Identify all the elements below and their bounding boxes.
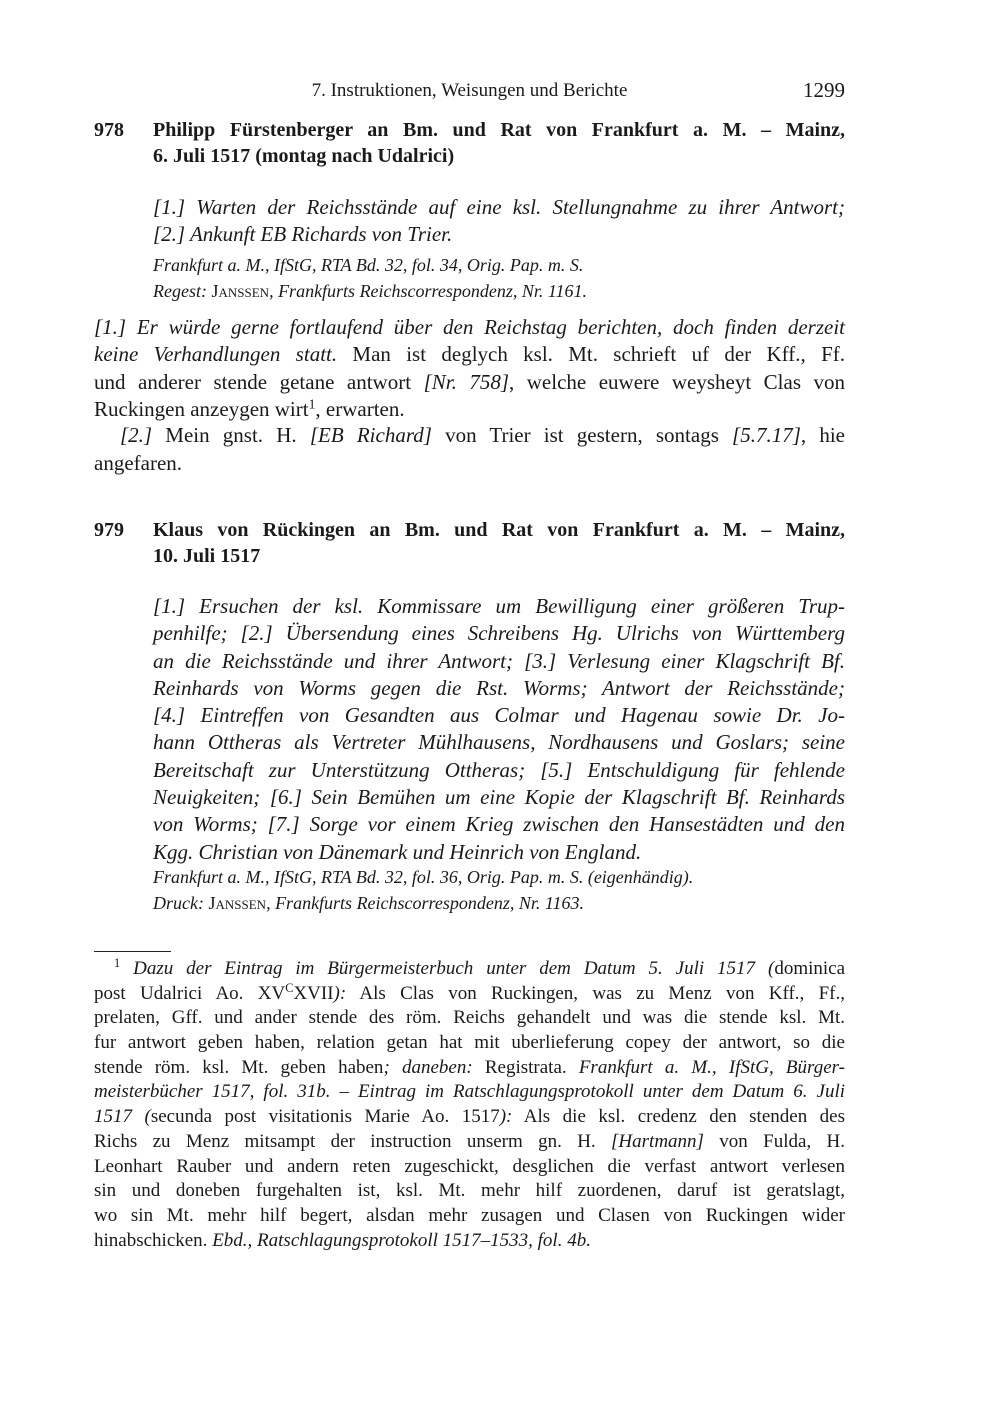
italic-text: [1.] Warten der Reichsstände auf eine ksl. Stellungnahme zu ihrer Antwort; bbox=[153, 195, 845, 219]
text-line bbox=[153, 729, 845, 756]
footnote-mark: 1 bbox=[308, 396, 316, 412]
italic-text: [1.] Ersuchen der ksl. Kommissare um Bewilligung einer größeren Trup- bbox=[153, 594, 845, 618]
text-line bbox=[94, 450, 845, 477]
text-segment bbox=[120, 958, 133, 979]
text-segment: fur antwort geben haben, relation getan hat mit uberlieferung copey der antwort, so die bbox=[94, 1032, 845, 1054]
italic-text: ; daneben: bbox=[383, 1056, 473, 1078]
text-segment: sin und doneben furgehalten ist, ksl. Mt. mehr hilf zuordenen, daruf ist geratslagt, bbox=[94, 1180, 845, 1202]
entry-979-source bbox=[153, 864, 845, 916]
text-line bbox=[153, 252, 845, 278]
text-segment: Man ist deglych ksl. Mt. schrieft uf der Kff., Ff. bbox=[337, 342, 845, 367]
text-segment: Mein gnst. H. bbox=[152, 423, 310, 448]
text-segment: post Udalrici Ao. XV bbox=[94, 982, 286, 1004]
italic-text: Ebd., Ratschlagungsprotokoll 1517–1533, fol. 4b. bbox=[212, 1229, 591, 1251]
italic-text: Dazu der Eintrag im Bürgermeisterbuch unter dem Datum 5. Juli 1517 ( bbox=[133, 958, 775, 979]
text-segment: Ruckingen anzeygen wirt bbox=[94, 396, 309, 421]
italic-text: Regest: bbox=[153, 281, 212, 301]
running-head bbox=[94, 80, 845, 106]
text-segment: Janssen bbox=[211, 281, 270, 301]
italic-text: Bereitschaft zur Unterstützung Ottheras; [5.] Entschuldigung für fehlende bbox=[153, 757, 845, 782]
text-segment: von Trier ist gestern, sontags bbox=[431, 423, 733, 448]
text-line bbox=[153, 278, 845, 304]
italic-text: Kgg. Christian von Dänemark und Heinrich von England. bbox=[153, 839, 642, 864]
text-line bbox=[153, 143, 845, 169]
italic-text: Neuigkeiten; [6.] Sein Bemühen um eine Kopie der Klagschrift Bf. Reinhards bbox=[153, 785, 845, 810]
text-line bbox=[153, 543, 845, 569]
italic-text: [EB Richard] bbox=[309, 423, 432, 448]
italic-text: meisterbücher 1517, fol. 31b. – Eintrag im Ratschlagungsprotokoll unter dem Datum 6. Juli bbox=[94, 1081, 845, 1103]
text-line bbox=[153, 620, 845, 647]
text-line bbox=[94, 314, 845, 341]
text-line bbox=[94, 1155, 845, 1180]
italic-text: Frankfurt a. M., IfStG, RTA Bd. 32, fol. 36, Orig. Pap. m. S. (eigenhändig). bbox=[153, 867, 694, 887]
text-line bbox=[153, 117, 845, 143]
text-segment: von Fulda, H. bbox=[703, 1130, 845, 1152]
italic-text: [Nr. 758] bbox=[423, 369, 510, 394]
footnote-1 bbox=[94, 957, 845, 1253]
text-line bbox=[94, 396, 845, 423]
text-segment: , hie bbox=[800, 423, 845, 448]
text-line bbox=[153, 194, 845, 221]
text-line bbox=[153, 811, 845, 838]
text-segment: Als Clas von Ruckingen, was zu Menz von Kff., Ff., bbox=[346, 982, 845, 1004]
page-number: 1299 bbox=[803, 78, 845, 102]
text-line bbox=[94, 341, 845, 368]
text-line bbox=[153, 517, 845, 543]
italic-text: [5.7.17] bbox=[732, 423, 801, 448]
italic-text: 1517 ( bbox=[94, 1106, 151, 1128]
text-line bbox=[94, 957, 845, 982]
entry-978-summary bbox=[153, 194, 845, 247]
text-line bbox=[153, 839, 845, 865]
text-line bbox=[153, 702, 845, 729]
text-line bbox=[94, 1031, 845, 1056]
entry-979-summary bbox=[153, 593, 845, 865]
text-segment: stende röm. ksl. Mt. geben haben bbox=[94, 1056, 384, 1078]
text-line bbox=[94, 1105, 845, 1130]
text-line bbox=[94, 1204, 845, 1229]
text-segment: hinabschicken. bbox=[94, 1229, 213, 1251]
text-line bbox=[153, 864, 845, 890]
text-segment: Richs zu Menz mitsampt der instruction unserm gn. H. bbox=[94, 1130, 612, 1152]
italic-text: von Worms; [7.] Sorge vor einem Krieg zwischen den Hansestädten und den bbox=[153, 812, 845, 837]
italic-text: , Frankfurts Reichscorrespondenz, Nr. 1163. bbox=[266, 893, 585, 913]
text-segment: XVII bbox=[293, 982, 334, 1004]
entry-978-source bbox=[153, 252, 845, 304]
text-segment: prelaten, Gff. und ander stende des röm. Reichs gehandelt und was die stende ksl. Mt. bbox=[94, 1007, 845, 1029]
text-line bbox=[94, 1006, 845, 1031]
italic-text: penhilfe; [2.] Übersendung eines Schreibens Hg. Ulrichs von Württemberg bbox=[153, 621, 845, 646]
text-line bbox=[94, 369, 845, 396]
footnote-rule bbox=[94, 951, 171, 952]
footnote-mark: 1 bbox=[114, 956, 121, 971]
entry-number: 979 bbox=[94, 519, 124, 541]
italic-text: hann Ottheras als Vertreter Mühlhausens, Nordhausens und Goslars; seine bbox=[153, 730, 845, 755]
italic-text: Druck: bbox=[153, 893, 209, 913]
text-segment: dominica bbox=[774, 958, 846, 979]
text-line bbox=[153, 757, 845, 784]
text-line bbox=[153, 648, 845, 675]
text-segment: Als die ksl. credenz den stenden des bbox=[512, 1106, 846, 1128]
text-line bbox=[94, 1179, 845, 1204]
text-line bbox=[94, 982, 845, 1007]
italic-text: [Hartmann] bbox=[611, 1130, 704, 1152]
running-head-title: 7. Instruktionen, Weisungen und Berichte bbox=[311, 80, 628, 101]
italic-text: [2.] Ankunft EB Richards von Trier. bbox=[153, 222, 453, 247]
text-line bbox=[153, 593, 845, 620]
text-segment: Leonhart Rauber und andern reten zugeschickt, desglichen die verfast antwort verlesen bbox=[94, 1155, 845, 1177]
text-line bbox=[153, 784, 845, 811]
text-line bbox=[94, 1080, 845, 1105]
italic-text: Frankfurt a. M., IfStG, RTA Bd. 32, fol. 34, Orig. Pap. m. S. bbox=[153, 255, 584, 275]
entry-number: 978 bbox=[94, 119, 124, 141]
text-segment: angefaren. bbox=[94, 450, 183, 475]
italic-text: keine Verhandlungen statt. bbox=[94, 342, 338, 367]
entry-978-body bbox=[94, 314, 845, 476]
italic-text: [2.] bbox=[120, 423, 153, 448]
text-segment: Registrata. bbox=[472, 1056, 579, 1078]
text-line bbox=[94, 1229, 845, 1254]
text-segment: secunda post visitationis Marie Ao. 1517 bbox=[150, 1106, 500, 1128]
italic-text: ): bbox=[333, 982, 347, 1004]
italic-text: an die Reichsstände und ihrer Antwort; [3.] Verlesung einer Klagschrift Bf. bbox=[153, 648, 845, 673]
text-line bbox=[153, 890, 845, 916]
text-segment: , welche euwere weysheyt Clas von bbox=[509, 369, 846, 394]
italic-text: [1.] Er würde gerne fortlaufend über den Reichstag berichten, doch finden derzeit bbox=[94, 315, 845, 339]
text-segment: und anderer stende getane antwort bbox=[94, 369, 424, 394]
entry-978-heading bbox=[94, 117, 845, 169]
italic-text: Reinhards von Worms gegen die Rst. Worms; Antwort der Reichsstände; bbox=[153, 675, 845, 700]
italic-text: , Frankfurts Reichscorrespondenz, Nr. 1161. bbox=[269, 281, 588, 301]
text-line bbox=[94, 422, 845, 449]
text-segment: Janssen bbox=[208, 893, 267, 913]
text-line bbox=[94, 1056, 845, 1081]
text-segment: Philipp Fürstenberger an Bm. und Rat von Frankfurt a. M. – Mainz, bbox=[153, 119, 845, 141]
text-segment: wo sin Mt. mehr hilf begert, alsdan mehr zusagen und Clasen von Ruckingen wider bbox=[94, 1204, 845, 1226]
italic-text: Frankfurt a. M., IfStG, Bürger- bbox=[578, 1056, 845, 1078]
text-line bbox=[153, 221, 845, 247]
text-segment: 10. Juli 1517 bbox=[153, 545, 261, 567]
italic-text: [4.] Eintreffen von Gesandten aus Colmar und Hagenau sowie Dr. Jo- bbox=[153, 703, 845, 728]
text-line bbox=[153, 675, 845, 702]
italic-text: ): bbox=[499, 1106, 513, 1128]
footnote-mark: C bbox=[285, 980, 294, 995]
entry-979-heading bbox=[94, 517, 845, 569]
text-segment: 6. Juli 1517 (montag nach Udalrici) bbox=[153, 145, 455, 167]
text-segment: , erwarten. bbox=[315, 396, 405, 421]
text-segment: Klaus von Rückingen an Bm. und Rat von Frankfurt a. M. – Mainz, bbox=[153, 519, 845, 541]
text-line bbox=[94, 1130, 845, 1155]
